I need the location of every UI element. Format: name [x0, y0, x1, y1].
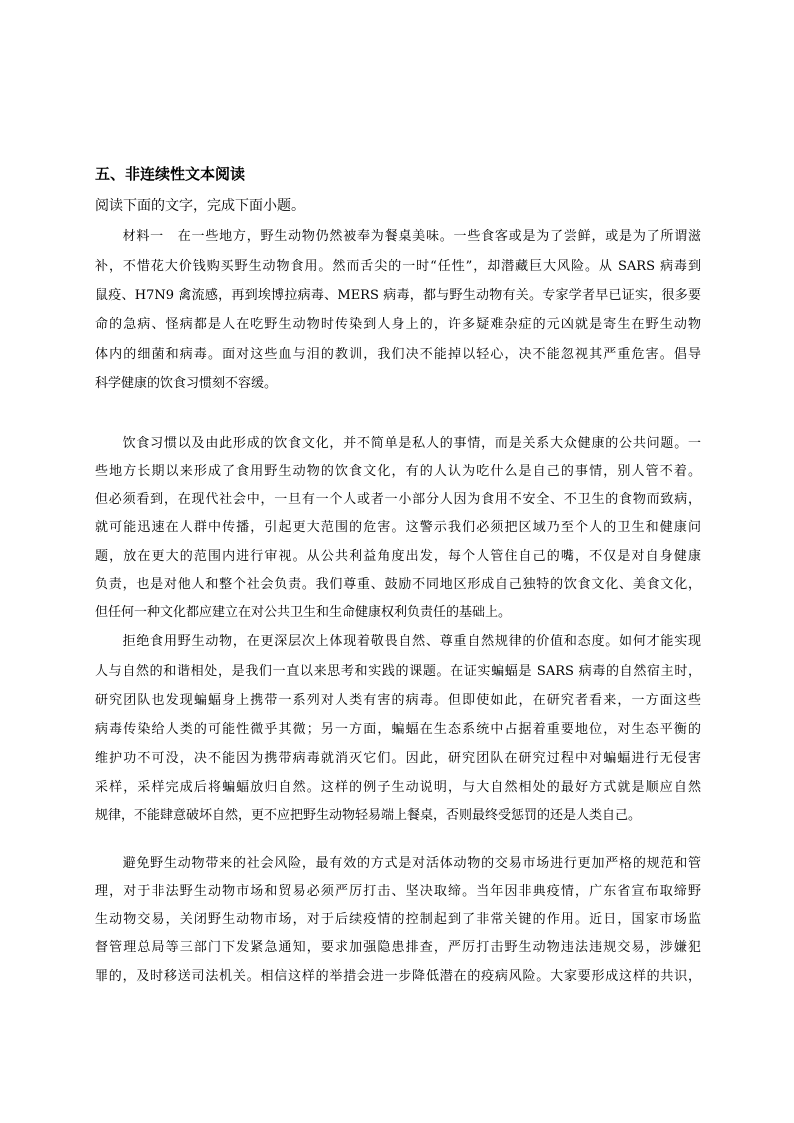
paragraph-line: 规律，不能肆意破坏自然，更不应把野生动物轻易端上餐桌，否则最终受惩罚的还是人类自己。 [95, 808, 642, 823]
paragraph-line: 就可能迅速在人群中传播，引起更大范围的危害。这警示我们必须把区域乃至个人的卫生和健康问 [95, 520, 701, 535]
paragraph-line: 些地方长期以来形成了食用野生动物的饮食文化，有的人认为吃什么是自己的事情，别人管不着。 [95, 464, 701, 479]
paragraph-line: 负责，也是对他人和整个社会负责。我们尊重、鼓励不同地区形成自己独特的饮食文化、美食文化， [95, 577, 701, 592]
paragraph-line: 病毒传染给人类的可能性微乎其微；另一方面，蝙蝠在生态系统中占据着重要地位，对生态平衡的 [95, 722, 701, 737]
instruction-text: 阅读下面的文字，完成下面小题。 [95, 198, 305, 214]
paragraph-line: 生动物交易，关闭野生动物市场，对于后续疫情的控制起到了非常关键的作用。近日，国家市场监 [95, 912, 701, 927]
paragraph-line: 避免野生动物带来的社会风险，最有效的方式是对活体动物的交易市场进行更加严格的规范和管 [95, 856, 701, 871]
paragraph-line: 鼠疫、H7N9 禽流感，再到埃博拉病毒、MERS 病毒，都与野生动物有关。专家学者早已证实，很多要 [95, 288, 701, 303]
paragraph-line: 采样，采样完成后将蝙蝠放归自然。这样的例子生动说明，与大自然相处的最好方式就是顺应自然 [95, 780, 701, 795]
paragraph-line: 题，放在更大的范围内进行审视。从公共利益角度出发，每个人管住自己的嘴，不仅是对自身健康 [95, 549, 701, 564]
paragraph-line: 饮食习惯以及由此形成的饮食文化，并不简单是私人的事情，而是关系大众健康的公共问题。一 [95, 436, 701, 451]
paragraph-line: 罪的，及时移送司法机关。相信这样的举措会进一步降低潜在的疫病风险。大家要形成这样的共识， [95, 969, 701, 984]
paragraph-line: 但必须看到，在现代社会中，一旦有一个人或者一小部分人因为食用不安全、不卫生的食物而致病， [95, 492, 701, 507]
section-title: 五、非连续性文本阅读 [95, 165, 246, 183]
paragraph-line: 命的急病、怪病都是人在吃野生动物时传染到人身上的，许多疑难杂症的元凶就是寄生在野生动物 [95, 317, 701, 332]
paragraph-line: 但任何一种文化都应建立在对公共卫生和生命健康权利负责任的基础上。 [95, 605, 512, 620]
paragraph-line: 督管理总局等三部门下发紧急通知，要求加强隐患排查，严厉打击野生动物违法违规交易，涉嫌犯 [95, 940, 701, 955]
paragraph-line: 材料一 在一些地方，野生动物仍然被奉为餐桌美味。一些食客或是为了尝鲜，或是为了所谓滋 [95, 229, 701, 244]
paragraph-line: 科学健康的饮食习惯刻不容缓。 [95, 376, 278, 391]
paragraph-line: 补，不惜花大价钱购买野生动物食用。然而舌尖的一时“任性”，却潜藏巨大风险。从 SARS 病毒到 [95, 259, 701, 274]
paragraph-line: 拒绝食用野生动物，在更深层次上体现着敬畏自然、尊重自然规律的价值和态度。如何才能实现 [95, 634, 701, 649]
paragraph-line: 体内的细菌和病毒。面对这些血与泪的教训，我们决不能掉以轻心，决不能忽视其严重危害。倡导 [95, 347, 701, 362]
paragraph-line: 维护功不可没，决不能因为携带病毒就消灭它们。因此，研究团队在研究过程中对蝙蝠进行无侵害 [95, 751, 701, 766]
paragraph-line: 研究团队也发现蝙蝠身上携带一系列对人类有害的病毒。但即使如此，在研究者看来，一方面这些 [95, 693, 701, 708]
paragraph-line: 人与自然的和谐相处，是我们一直以来思考和实践的课题。在证实蝙蝠是 SARS 病毒的自然宿主时， [95, 664, 701, 679]
paragraph-line: 理，对于非法野生动物市场和贸易必须严厉打击、坚决取缔。当年因非典疫情，广东省宣布取缔野 [95, 884, 701, 899]
